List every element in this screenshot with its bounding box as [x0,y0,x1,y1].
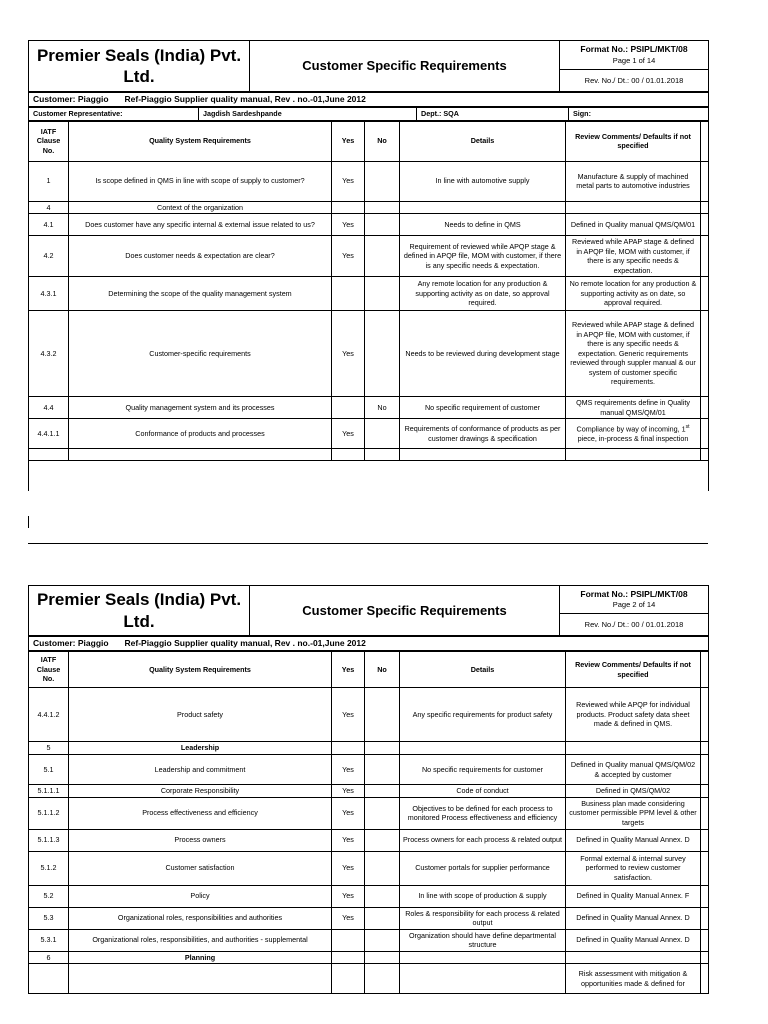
yes-cell: Yes [332,214,365,236]
requirement-cell: Policy [69,885,332,907]
rep-label: Customer Representative: [29,108,199,121]
requirement-cell: Organizational roles, responsibilities and authorities [69,907,332,929]
requirement-cell: Is scope defined in QMS in line with scope of supply to customer? [69,161,332,201]
no-cell [365,785,400,798]
review-cell: Reviewed while APQP for individual products. Product safety data sheet made & defined in QMS. [566,688,701,742]
details-cell: Process owners for each process & related output [400,829,566,851]
details-cell [400,742,566,755]
clause-cell: 5.3.1 [29,929,69,951]
review-cell [566,951,701,964]
no-cell [365,311,400,397]
details-cell: Code of conduct [400,785,566,798]
col-header-details: Details [400,121,566,161]
requirement-cell: Process effectiveness and efficiency [69,797,332,829]
edge-cell [701,742,709,755]
review-cell: QMS requirements define in Quality manual QMS/QM/01 [566,397,701,419]
edge-cell-2 [701,652,709,688]
edge-cell [701,121,709,161]
yes-cell: Yes [332,829,365,851]
edge-cell [701,397,709,419]
clause-cell: 5.1.1.1 [29,785,69,798]
table-row [29,688,709,742]
document-page-1 [28,40,708,491]
yes-cell: Yes [332,688,365,742]
table-row [29,201,709,214]
document-page-2 [28,585,708,994]
reference-text-2: Ref-Piaggio Supplier quality manual, Rev . no.-01,June 2012 [121,637,709,651]
edge-cell [701,201,709,214]
yes-cell: Yes [332,851,365,885]
requirement-cell: Leadership [69,742,332,755]
review-cell: Formal external & internal survey performed to review customer satisfaction. [566,851,701,885]
no-cell [365,929,400,951]
footer-space [29,461,709,491]
details-cell: Customer portals for supplier performance [400,851,566,885]
no-cell: No [365,397,400,419]
no-cell [365,951,400,964]
details-cell: Requirement of reviewed while APQP stage & defined in APQP file, MOM with customer, if there is any specific needs & expectation. [400,236,566,277]
table-row [29,885,709,907]
yes-cell: Yes [332,885,365,907]
requirement-cell: Does customer needs & expectation are clear? [69,236,332,277]
yes-cell [332,397,365,419]
table-row [29,951,709,964]
rep-name: Jagdish Sardeshpande [199,108,417,121]
page-separator [28,543,708,544]
review-cell: Compliance by way of incoming, 1st piece, in-process & final inspection [566,419,701,449]
table-row [29,851,709,885]
col-header-clause-2: IATF Clause No. [29,652,69,688]
details-cell: Roles & responsibility for each process & related output [400,907,566,929]
edge-cell [701,964,709,994]
requirement-cell: Process owners [69,829,332,851]
document-title-2: Customer Specific Requirements [250,586,560,636]
no-cell [365,829,400,851]
clause-cell: 4.4.1.2 [29,688,69,742]
edge-cell [701,755,709,785]
details-cell [400,951,566,964]
edge-cell [701,785,709,798]
clause-cell: 4.1 [29,214,69,236]
requirement-cell: Corporate Responsibility [69,785,332,798]
yes-cell: Yes [332,907,365,929]
table-row [29,907,709,929]
sign-label: Sign: [569,108,709,121]
requirement-cell: Customer satisfaction [69,851,332,885]
col-header-clause: IATF Clause No. [29,121,69,161]
customer-label: Customer: Piaggio [29,93,121,107]
edge-cell [701,236,709,277]
customer-label-2: Customer: Piaggio [29,637,121,651]
requirement-cell: Product safety [69,688,332,742]
revision-number-2: Rev. No./ Dt.: 00 / 01.01.2018 [560,614,709,636]
review-cell: Defined in Quality manual QMS/QM/02 & accepted by customer [566,755,701,785]
clause-cell: 5.3 [29,907,69,929]
no-cell [365,907,400,929]
review-cell: Defined in Quality Manual Annex. D [566,929,701,951]
no-cell [365,277,400,311]
edge-cell [701,829,709,851]
table-row [29,829,709,851]
yes-cell: Yes [332,755,365,785]
details-cell: Needs to define in QMS [400,214,566,236]
table-row [29,236,709,277]
customer-row [28,92,709,107]
no-cell [365,797,400,829]
clause-cell: 5.1.1.2 [29,797,69,829]
yes-cell: Yes [332,785,365,798]
details-cell: In line with scope of production & supply [400,885,566,907]
review-cell: Defined in Quality Manual Annex. D [566,829,701,851]
header-table-2 [28,585,709,636]
no-cell [365,755,400,785]
format-number: Format No.: PSIPL/MKT/08 [580,44,688,55]
requirement-cell: Conformance of products and processes [69,419,332,449]
no-cell [365,236,400,277]
details-cell: Requirements of conformance of products as per customer drawings & specification [400,419,566,449]
requirement-cell: Planning [69,951,332,964]
edge-cell [701,688,709,742]
edge-cell [701,951,709,964]
requirement-cell: Organizational roles, responsibilities, and authorities - supplemental [69,929,332,951]
yes-cell: Yes [332,236,365,277]
yes-cell: Yes [332,311,365,397]
col-header-review-2: Review Comments/ Defaults if not specified [566,652,701,688]
header-table [28,40,709,92]
review-cell: Defined in Quality Manual Annex. F [566,885,701,907]
yes-cell [332,277,365,311]
no-cell [365,688,400,742]
col-header-requirement: Quality System Requirements [69,121,332,161]
clause-cell: 5.2 [29,885,69,907]
no-cell [365,214,400,236]
requirement-cell [69,964,332,994]
col-header-yes-2: Yes [332,652,365,688]
yes-cell: Yes [332,419,365,449]
details-cell: Objectives to be defined for each process to monitored Process effectiveness and efficiency [400,797,566,829]
table-row [29,419,709,449]
requirement-cell: Quality management system and its processes [69,397,332,419]
details-cell: No specific requirement of customer [400,397,566,419]
no-cell [365,419,400,449]
yes-cell: Yes [332,797,365,829]
clause-cell: 5.1 [29,755,69,785]
col-header-no: No [365,121,400,161]
col-header-yes: Yes [332,121,365,161]
yes-cell [332,929,365,951]
review-cell [566,742,701,755]
clause-cell: 4.2 [29,236,69,277]
review-cell: Manufacture & supply of machined metal parts to automotive industries [566,161,701,201]
review-cell: Reviewed while APAP stage & defined in APQP file, MOM with customer, if there is any specific needs & expectation. [566,236,701,277]
requirement-cell: Does customer have any specific internal & external issue related to us? [69,214,332,236]
revision-number: Rev. No./ Dt.: 00 / 01.01.2018 [560,70,709,92]
format-cell [560,41,709,70]
clause-cell [29,964,69,994]
col-header-no-2: No [365,652,400,688]
table-row [29,785,709,798]
clause-cell: 4 [29,201,69,214]
yes-cell [332,964,365,994]
page-number-2: Page 2 of 14 [612,600,656,610]
details-cell [400,201,566,214]
yes-cell [332,201,365,214]
review-cell: Risk assessment with mitigation & opportunities made & defined for [566,964,701,994]
edge-cell [701,929,709,951]
format-cell-2 [560,586,709,614]
table-row [29,214,709,236]
col-header-requirement-2: Quality System Requirements [69,652,332,688]
clause-cell: 6 [29,951,69,964]
edge-cell [701,214,709,236]
no-cell [365,885,400,907]
format-number-2: Format No.: PSIPL/MKT/08 [580,588,688,599]
table-row [29,277,709,311]
edge-cell [701,161,709,201]
review-cell: Business plan made considering customer permissible PPM level & other targets [566,797,701,829]
edge-cell [701,885,709,907]
requirement-cell: Leadership and commitment [69,755,332,785]
table-row [29,397,709,419]
clause-cell: 4.3.2 [29,311,69,397]
yes-cell [332,951,365,964]
table-row [29,755,709,785]
no-cell [365,851,400,885]
requirement-cell: Context of the organization [69,201,332,214]
edge-cell [701,907,709,929]
dept-label: Dept.: SQA [417,108,569,121]
table-row [29,742,709,755]
clause-cell: 5.1.1.3 [29,829,69,851]
edge-cell [701,851,709,885]
clause-cell: 1 [29,161,69,201]
review-cell: Defined in Quality Manual Annex. D [566,907,701,929]
document-title: Customer Specific Requirements [250,41,560,92]
table-row [29,964,709,994]
review-cell [566,201,701,214]
review-cell: Reviewed while APAP stage & defined in APQP file, MOM with customer, if there is any specific needs & expectation. Generic requirements reviewed through suppler manual & our system of customer specific requirements. [566,311,701,397]
review-cell: No remote location for any production & supporting activity as on date, so approval required. [566,277,701,311]
table-row [29,161,709,201]
review-cell: Defined in QMS/QM/02 [566,785,701,798]
page-number: Page 1 of 14 [612,55,656,65]
company-name: Premier Seals (India) Pvt. Ltd. [29,41,250,92]
customer-row-2 [28,636,709,651]
details-cell: In line with automotive supply [400,161,566,201]
details-cell: Needs to be reviewed during development stage [400,311,566,397]
no-cell [365,964,400,994]
edge-cell [701,797,709,829]
table-row [29,929,709,951]
page-1-edge [28,516,29,528]
col-header-review: Review Comments/ Defaults if not specified [566,121,701,161]
col-header-details-2: Details [400,652,566,688]
clause-cell: 5 [29,742,69,755]
clause-cell: 4.4 [29,397,69,419]
requirements-table [28,121,709,491]
table-row [29,797,709,829]
details-cell: Organization should have define departmental structure [400,929,566,951]
page-2-rows [29,688,709,994]
no-cell [365,742,400,755]
details-cell [400,964,566,994]
reference-text: Ref-Piaggio Supplier quality manual, Rev . no.-01,June 2012 [121,93,709,107]
no-cell [365,161,400,201]
edge-cell [701,419,709,449]
details-cell: No specific requirements for customer [400,755,566,785]
requirement-cell: Determining the scope of the quality management system [69,277,332,311]
yes-cell: Yes [332,161,365,201]
clause-cell: 4.3.1 [29,277,69,311]
company-name-2: Premier Seals (India) Pvt. Ltd. [29,586,250,636]
review-cell: Defined in Quality manual QMS/QM/01 [566,214,701,236]
page-1-rows [29,161,709,449]
clause-cell: 4.4.1.1 [29,419,69,449]
edge-cell [701,311,709,397]
table-row [29,311,709,397]
details-cell: Any remote location for any production & supporting activity as on date, so approval required. [400,277,566,311]
blank-row [29,449,709,461]
requirements-table-2 [28,651,709,994]
clause-cell: 5.1.2 [29,851,69,885]
yes-cell [332,742,365,755]
no-cell [365,201,400,214]
requirement-cell: Customer-specific requirements [69,311,332,397]
details-cell: Any specific requirements for product safety [400,688,566,742]
representative-row [28,107,709,121]
edge-cell [701,277,709,311]
